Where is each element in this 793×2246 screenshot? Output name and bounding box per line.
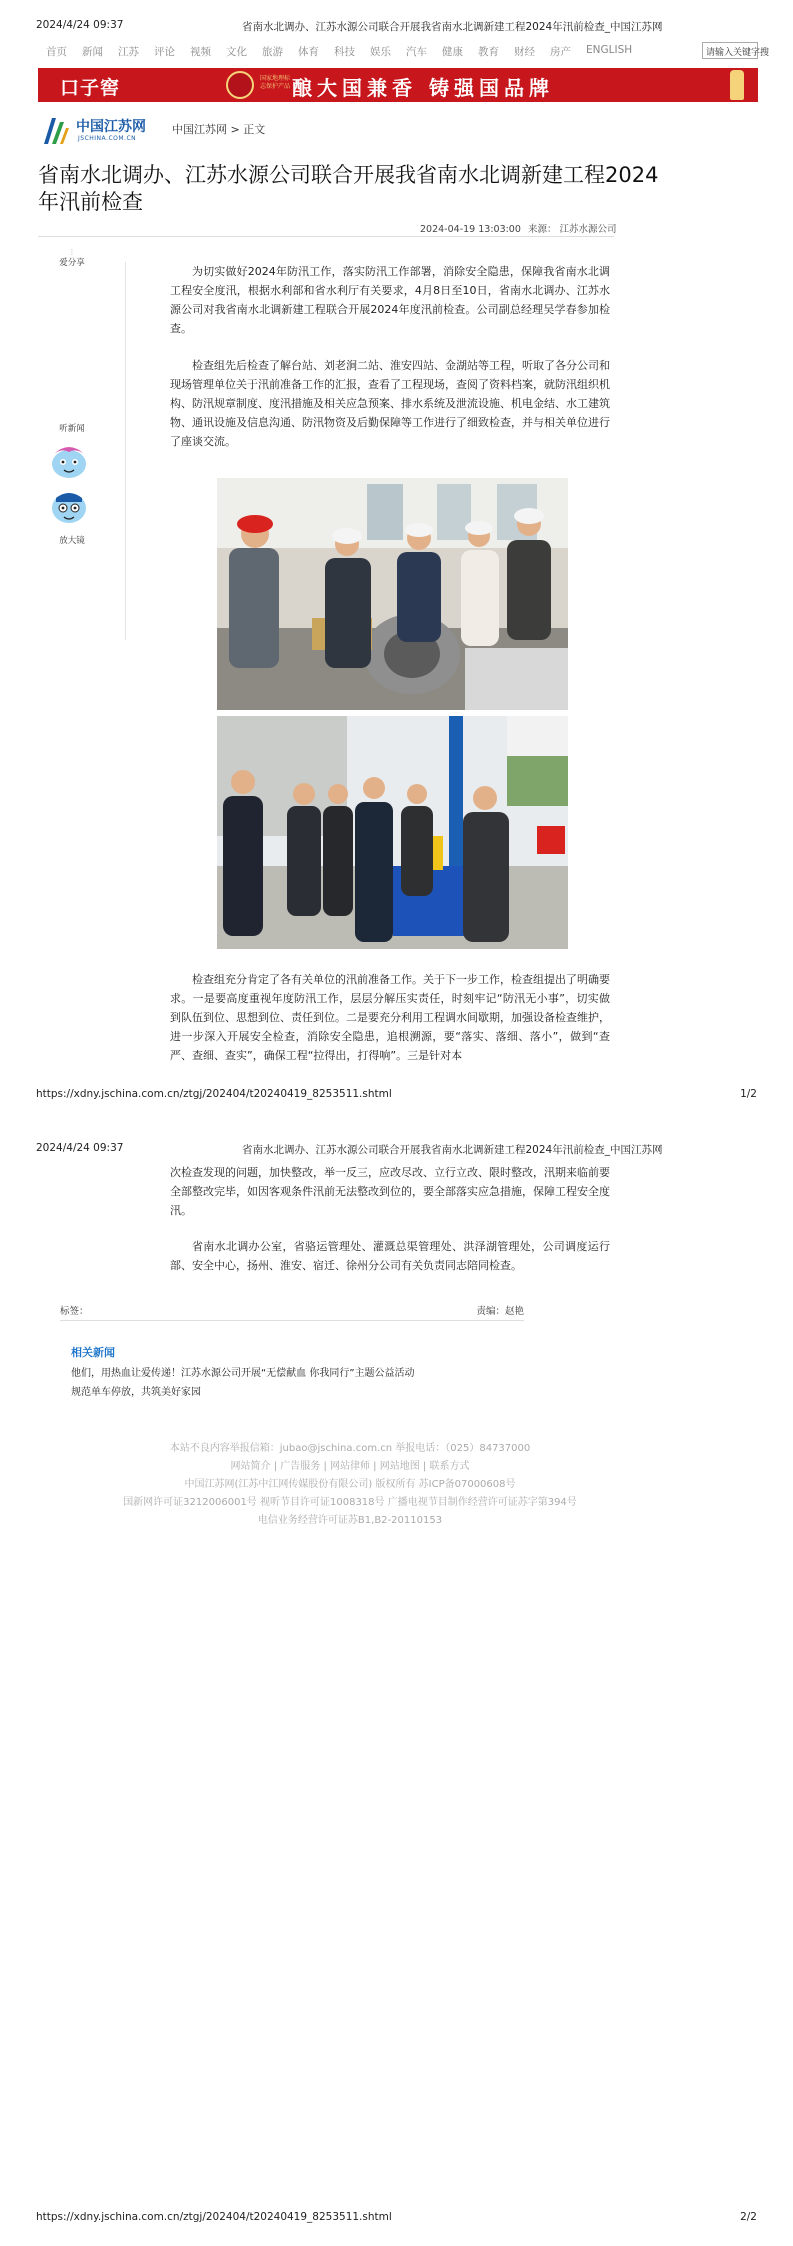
inspection-photo-2 — [217, 716, 568, 949]
footer-links[interactable]: 网站简介 | 广告服务 | 网站律师 | 网站地图 | 联系方式 — [230, 1461, 470, 1472]
print-url: https://xdny.jschina.com.cn/ztgj/202404/t20240419_8253511.shtml — [36, 2211, 392, 2223]
logo-text: 中国江苏网 — [76, 119, 146, 135]
divider — [60, 1320, 524, 1321]
nav-item[interactable]: 评论 — [154, 46, 175, 58]
article-datetime: 2024-04-19 13:03:00 — [420, 224, 521, 235]
nav-item[interactable]: 视频 — [190, 46, 211, 58]
zoom-button[interactable]: 放大镜 — [59, 536, 85, 546]
article-meta — [420, 221, 617, 235]
footer-license: 国新网许可证3212006001号 视听节目许可证1008318号 广播电视节目制作经营许可证苏字第394号 — [123, 1497, 577, 1508]
banner-brand: 口子窖 — [60, 77, 121, 99]
banner-slogan: 酿大国兼香 铸强国品牌 — [292, 76, 554, 100]
source-label: 来源： — [527, 224, 557, 235]
article-headline: 省南水北调办、江苏水源公司联合开展我省南水北调新建工程2024年汛前检查 — [38, 163, 659, 214]
nav-item[interactable]: 文化 — [226, 46, 247, 58]
related-news-item[interactable]: 他们，用热血让爱传递！江苏水源公司开展“无偿献血 你我同行”主题公益活动 — [71, 1368, 415, 1379]
nav-item[interactable]: 教育 — [478, 46, 499, 58]
seal-icon — [226, 71, 254, 99]
article-tags — [60, 1303, 524, 1317]
nav-item[interactable]: ENGLISH — [586, 44, 633, 56]
divider — [38, 236, 614, 237]
tags-label: 标签： — [60, 1306, 89, 1317]
article-paragraph: 检查组充分肯定了各有关单位的汛前准备工作。关于下一步工作，检查组提出了明确要求。一是要高度重视年度防汛工作，层层分解压实责任，时刻牢记“防汛无小事”，切实做到队伍到位、思想到位、责任到位。二是要充分利用工程调水间歇期，加强设备检查维护，进一步深入开展安全检查，消除安全隐患，追根溯源，要“落实、落细、落小”，做到“查严、查细、查实”，确保工程“拉得出，打得响”。三是针对本 — [170, 973, 610, 1062]
nav-item[interactable]: 汽车 — [406, 46, 427, 58]
related-news-title: 相关新闻 — [71, 1346, 115, 1359]
print-doc-title: 省南水北调办、江苏水源公司联合开展我省南水北调新建工程2024年汛前检查_中国江苏网 — [242, 21, 663, 33]
article-paragraph: 省南水北调办公室，省骆运管理处、灌溉总渠管理处、洪泽湖管理处，公司调度运行部、安全中心，扬州、淮安、宿迁、徐州分公司有关负责同志陪同检查。 — [170, 1240, 610, 1272]
print-header — [36, 1142, 777, 1156]
breadcrumb[interactable]: 中国江苏网 > 正文 — [172, 123, 266, 136]
ad-banner[interactable] — [38, 68, 758, 102]
nav-item[interactable]: 体育 — [298, 46, 319, 58]
side-tools — [44, 248, 100, 268]
zoom-mascot-icon[interactable] — [48, 486, 90, 526]
footer-telecom-license: 电信业务经营许可证苏B1,B2-20110153 — [257, 1515, 443, 1526]
top-nav — [38, 44, 770, 60]
share-dot-icon: ⋮ — [68, 248, 76, 256]
nav-item[interactable]: 江苏 — [118, 46, 139, 58]
search-input[interactable]: 请输入关键字搜 — [702, 42, 758, 59]
site-logo[interactable] — [40, 112, 150, 148]
related-news-item[interactable]: 规范单车停放，共筑美好家园 — [71, 1387, 201, 1398]
side-divider — [125, 262, 126, 640]
listen-mascot-icon[interactable] — [48, 440, 90, 480]
bottle-icon — [730, 70, 744, 100]
print-page-number: 2/2 — [740, 2211, 757, 2223]
nav-item[interactable]: 旅游 — [262, 46, 283, 58]
print-footer — [36, 2211, 757, 2225]
footer-report-line: 本站不良内容举报信箱：jubao@jschina.com.cn 举报电话：（025）84737000 — [169, 1443, 531, 1454]
print-url: https://xdny.jschina.com.cn/ztgj/202404/t20240419_8253511.shtml — [36, 1088, 392, 1100]
article-paragraph: 检查组先后检查了解台站、刘老涧二站、淮安四站、金湖站等工程，听取了各分公司和现场管理单位关于汛前准备工作的汇报，查看了工程现场，查阅了资料档案，就防汛组织机构、防汛规章制度、度汛措施及相关应急预案、排水系统及泄流设施、机电金结、水工建筑物、通讯设施及信息沟通、防汛物资及后勤保障等工作进行了细致检查，并与相关单位进行了座谈交流。 — [170, 359, 610, 448]
nav-item[interactable]: 健康 — [442, 46, 463, 58]
site-footer — [120, 1440, 580, 1530]
print-page-number: 1/2 — [740, 1088, 757, 1100]
print-doc-title: 省南水北调办、江苏水源公司联合开展我省南水北调新建工程2024年汛前检查_中国江苏网 — [242, 1144, 663, 1156]
article-paragraph: 次检查发现的问题，加快整改，举一反三，应改尽改、立行立改、限时整改，汛期来临前要全部整改完毕，如因客观条件汛前无法整改到位的，要全部落实应急措施，保障工程安全度汛。 — [170, 1166, 610, 1217]
article-editor: 责编：赵艳 — [476, 1306, 524, 1317]
inspection-photo-1 — [217, 478, 568, 710]
print-date: 2024/4/24 09:37 — [36, 1142, 124, 1154]
listen-news-label[interactable]: 听新闻 — [59, 424, 85, 434]
banner-medal: 国家地理标志保护产品 — [260, 75, 291, 90]
print-footer — [36, 1088, 757, 1102]
nav-item[interactable]: 房产 — [550, 46, 571, 58]
footer-copyright: 中国江苏网(江苏中江网传媒股份有限公司) 版权所有 苏ICP备07000608号 — [184, 1479, 516, 1490]
logo-subtext: JSCHINA.COM.CN — [78, 135, 137, 142]
print-header — [36, 19, 777, 33]
print-date: 2024/4/24 09:37 — [36, 19, 124, 31]
zoom-tool — [44, 534, 100, 546]
nav-item[interactable]: 财经 — [514, 46, 535, 58]
nav-item[interactable]: 新闻 — [82, 46, 103, 58]
logo-mark-icon — [40, 114, 70, 148]
nav-item[interactable]: 科技 — [334, 46, 355, 58]
article-paragraph: 为切实做好2024年防汛工作，落实防汛工作部署，消除安全隐患，保障我省南水北调工程安全度汛，根据水利部和省水利厅有关要求，4月8日至10日，省南水北调办、江苏水源公司对我省南水北调新建工程联合开展2024年度汛前检查。公司副总经理吴学春参加检查。 — [170, 265, 610, 335]
nav-item[interactable]: 娱乐 — [370, 46, 391, 58]
article-source: 江苏水源公司 — [559, 224, 617, 235]
share-button[interactable]: 爱分享 — [59, 258, 85, 268]
listen-news — [44, 422, 100, 434]
print-page-2 — [0, 1123, 793, 2246]
nav-item[interactable]: 首页 — [46, 46, 67, 58]
